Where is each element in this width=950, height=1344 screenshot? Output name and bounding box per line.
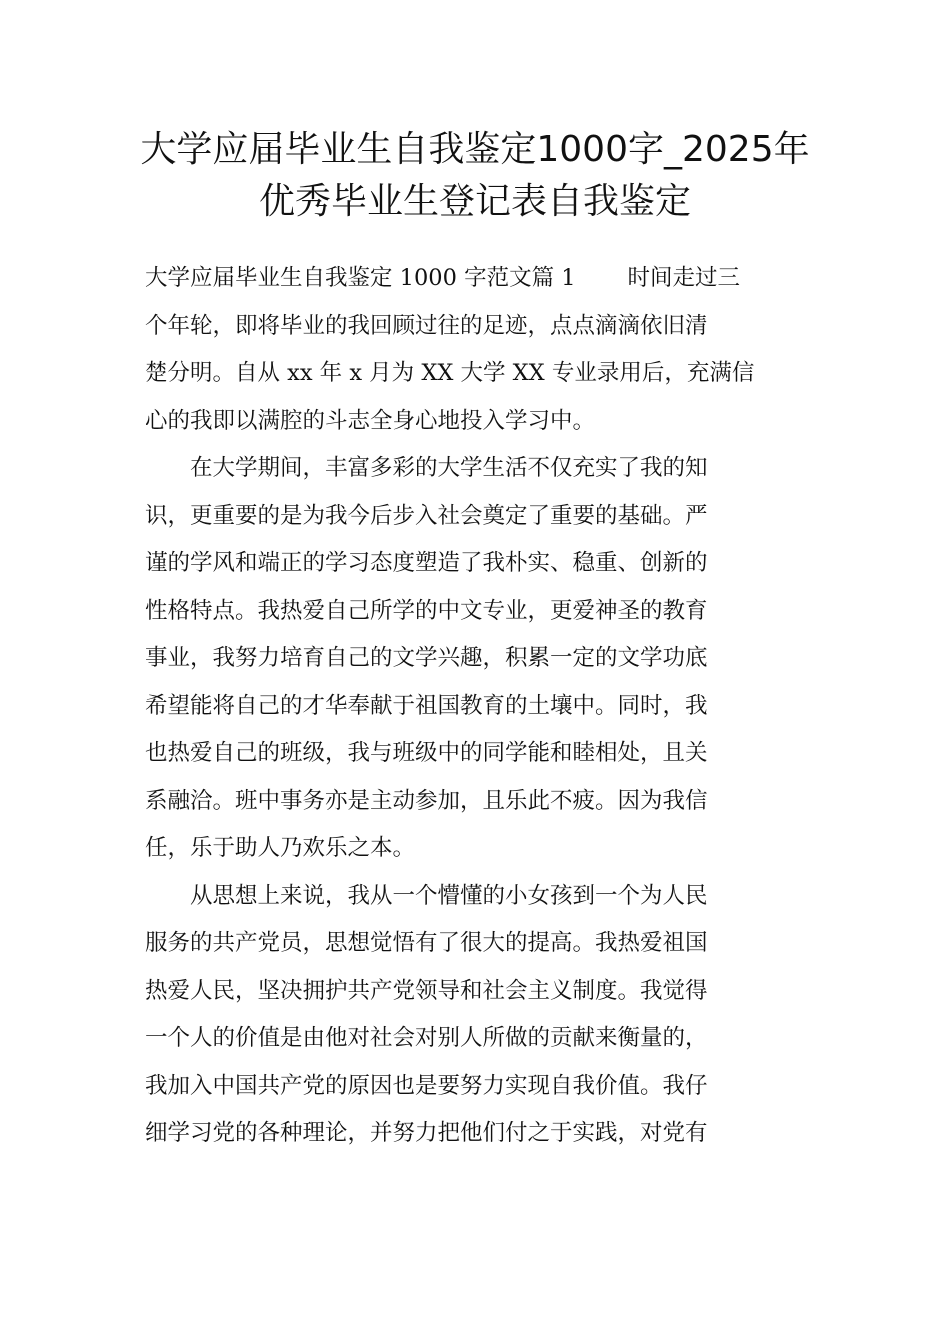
title-line-1: 大学应届毕业生自我鉴定1000字_2025年 xyxy=(140,129,810,170)
text-line: 任，乐于助人乃欢乐之本。 xyxy=(145,835,416,861)
text-line: 识，更重要的是为我今后步入社会奠定了重要的基础。严 xyxy=(145,502,708,529)
text-line: 服务的共产党员，思想觉悟有了很大的提高。我热爱祖国 xyxy=(145,930,708,956)
text-fragment: 时间走过三 xyxy=(627,265,741,291)
text-line: 一个人的价值是由他对社会对别人所做的贡献来衡量的， xyxy=(145,1025,708,1051)
text-line: 个年轮，即将毕业的我回顾过往的足迹，点点滴滴依旧清 xyxy=(145,312,708,339)
text-line: 也热爱自己的班级，我与班级中的同学能和睦相处，且关 xyxy=(145,740,708,766)
text-line: 楚分明。自从 xx 年 x 月为 XX 大学 XX 专业录用后，充满信 xyxy=(145,360,755,386)
text-line: 性格特点。我热爱自己所学的中文专业，更爱神圣的教育 xyxy=(145,597,708,624)
section-heading: 大学应届毕业生自我鉴定 1000 字范文篇 1 xyxy=(145,265,576,291)
title-line-2: 优秀毕业生登记表自我鉴定 xyxy=(258,181,691,222)
text-line: 从思想上来说，我从一个懵懂的小女孩到一个为人民 xyxy=(190,882,708,909)
text-line: 我加入中国共产党的原因也是要努力实现自我价值。我仔 xyxy=(145,1072,708,1099)
text-line: 细学习党的各种理论，并努力把他们付之于实践，对党有 xyxy=(145,1120,708,1146)
paragraph-1 xyxy=(145,255,807,445)
text-line: 系融洽。班中事务亦是主动参加，且乐此不疲。因为我信 xyxy=(145,787,708,814)
paragraph-2 xyxy=(145,445,807,873)
text-line: 谨的学风和端正的学习态度塑造了我朴实、稳重、创新的 xyxy=(145,550,708,576)
text-line: 心的我即以满腔的斗志全身心地投入学习中。 xyxy=(145,407,596,434)
text-line: 事业，我努力培育自己的文学兴趣，积累一定的文学功底 xyxy=(145,645,708,671)
document-title xyxy=(100,124,850,228)
text-line: 希望能将自己的才华奉献于祖国教育的土壤中。同时，我 xyxy=(145,692,708,719)
paragraph-3 xyxy=(145,873,807,1158)
text-line: 热爱人民，坚决拥护共产党领导和社会主义制度。我觉得 xyxy=(145,977,708,1004)
document-body xyxy=(145,255,807,1158)
text-line xyxy=(145,255,807,303)
text-line: 在大学期间，丰富多彩的大学生活不仅充实了我的知 xyxy=(190,455,708,481)
